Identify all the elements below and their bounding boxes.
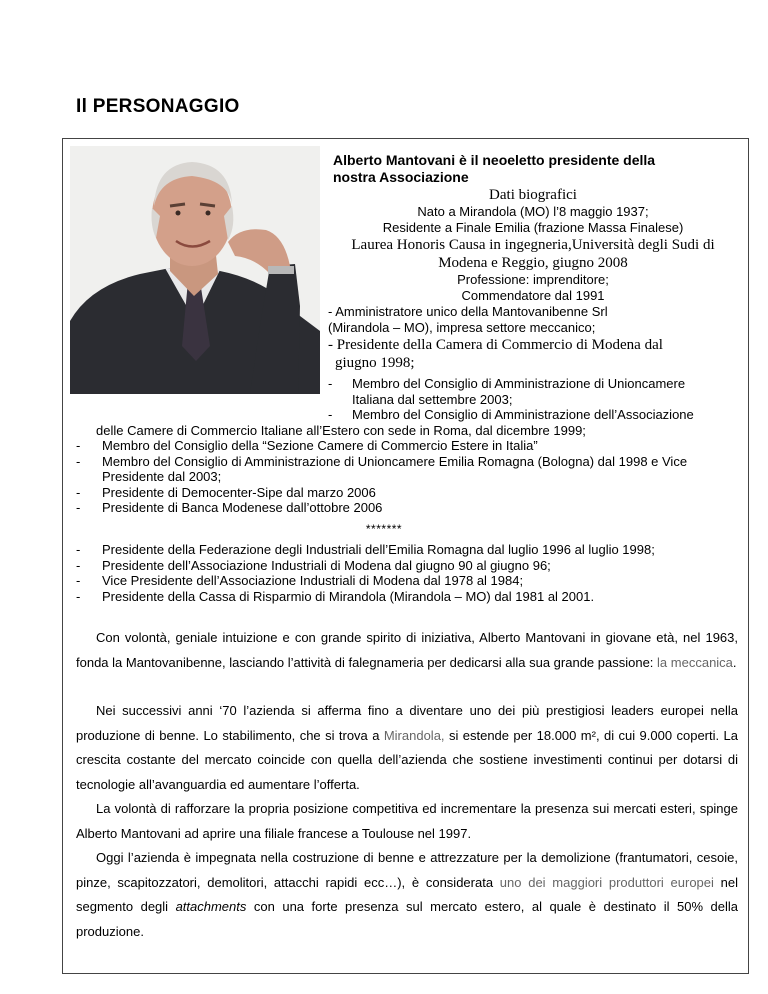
role-unioncamere-line1: Membro del Consiglio di Amministrazione di Unioncamere — [352, 376, 686, 391]
roles-list-1 — [76, 438, 738, 516]
list-item: - Presidente della Cassa di Risparmio di Mirandola (Mirandola – MO) dal 1981 al 2001. — [76, 588, 595, 604]
bio-heading-line2: nostra Associazione — [333, 169, 469, 185]
residente: Residente a Finale Emilia (frazione Massa Finalese) — [382, 220, 684, 235]
role-assoc-line2: delle Camere di Commercio Italiane all’Estero con sede in Roma, dal dicembre 1999; — [96, 423, 586, 438]
bio-block — [328, 152, 738, 372]
paragraph-4: Oggi l’azienda è impegnata nella costruzione di benne e attrezzature per la demolizione (frantumatori, cesoie, pinze, scapitozzatori, demolitori, attacchi rapidi ecc…), è considerata uno dei maggiori produttori europei nel segmento degli attachments con una forte presenza sul mercato estero, al quale è destinato il 50% della produzione. — [76, 850, 738, 939]
amministratore-line1: - Amministratore unico della Mantovanibenne Srl — [328, 304, 608, 319]
bio-heading-line1: Alberto Mantovani è il neoeletto presidente della — [333, 152, 656, 168]
laurea-line2: Modena e Reggio, giugno 2008 — [438, 255, 628, 271]
link-meccanica[interactable]: la meccanica — [657, 654, 733, 670]
dati-biografici: Dati biografici — [489, 187, 577, 203]
role-assoc-line1: Membro del Consiglio di Amministrazione dell’Associazione — [352, 407, 694, 423]
camera-line1: - Presidente della Camera di Commercio di Modena dal — [328, 337, 663, 353]
laurea-line1: Laurea Honoris Causa in ingegneria,Università degli Sudi di — [351, 237, 715, 253]
commendatore: Commendatore dal 1991 — [461, 288, 605, 303]
nato: Nato a Mirandola (MO) l’8 maggio 1937; — [417, 204, 649, 219]
paragraph-2: Nei successivi anni ‘70 l’azienda si afferma fino a diventare uno dei più prestigiosi leaders europei nella produzione di benne. Lo stabilimento, che si trova a Mirandola, si estende per 18.000 m², di cui 9.000 coperti. La crescita costante del mercato coincide con quella dell’azienda che sostiene investimenti continui per dotarsi di tecnologie all’avanguardia ed aumentare l’offerta. — [76, 703, 738, 792]
list-item: - Vice Presidente dell’Associazione Industriali di Modena dal 1978 al 1984; — [76, 573, 524, 589]
list-item: - Presidente di Banca Modenese dall’ottobre 2006 — [76, 500, 383, 516]
role-unioncamere-line2: Italiana dal settembre 2003; — [352, 391, 513, 407]
amministratore-line2: (Mirandola – MO), impresa settore meccanico; — [328, 320, 596, 335]
roles-list-2 — [76, 542, 738, 604]
link-produttori[interactable]: uno dei maggiori produttori europei — [499, 874, 714, 890]
list-item: - Membro del Consiglio di Amministrazione di Unioncamere Emilia Romagna (Bologna) dal 1998 e Vice Presidente dal 2003; — [76, 453, 688, 485]
list-item: - Presidente della Federazione degli Industriali dell’Emilia Romagna dal luglio 1996 al luglio 1998; — [76, 542, 655, 557]
camera-line2: giugno 1998; — [335, 355, 415, 371]
link-mirandola[interactable]: Mirandola, — [383, 727, 445, 743]
page-title: Il PERSONAGGIO — [76, 96, 240, 117]
list-item: - Presidente di Democenter-Sipe dal marzo 2006 — [76, 484, 376, 500]
paragraph-3: La volontà di rafforzare la propria posizione competitiva ed incrementare la presenza sui mercati esteri, spinge Alberto Mantovani ad aprire una filiale francese a Toulouse nel 1997. — [76, 801, 738, 841]
list-item: - Presidente dell’Associazione Industriali di Modena dal giugno 90 al giugno 96; — [76, 557, 551, 573]
separator: ******* — [365, 522, 403, 536]
paragraph-1: Con volontà, geniale intuizione e con grande spirito di iniziativa, Alberto Mantovani in giovane età, nel 1963, fonda la Mantovanibenne, lasciando l’attività di falegnameria per dedicarsi alla sua grande passione: la meccanica. — [76, 630, 738, 670]
professione: Professione: imprenditore; — [457, 272, 609, 287]
list-item: - Membro del Consiglio della “Sezione Camere di Commercio Estere in Italia” — [76, 438, 538, 453]
roles-unioncamere: - Membro del Consiglio di Amministrazione di Unioncamere Italiana dal settembre 2003; - Membro del Consiglio di Amministrazione dell’Associazione — [328, 376, 738, 423]
portrait-photo — [70, 146, 320, 394]
